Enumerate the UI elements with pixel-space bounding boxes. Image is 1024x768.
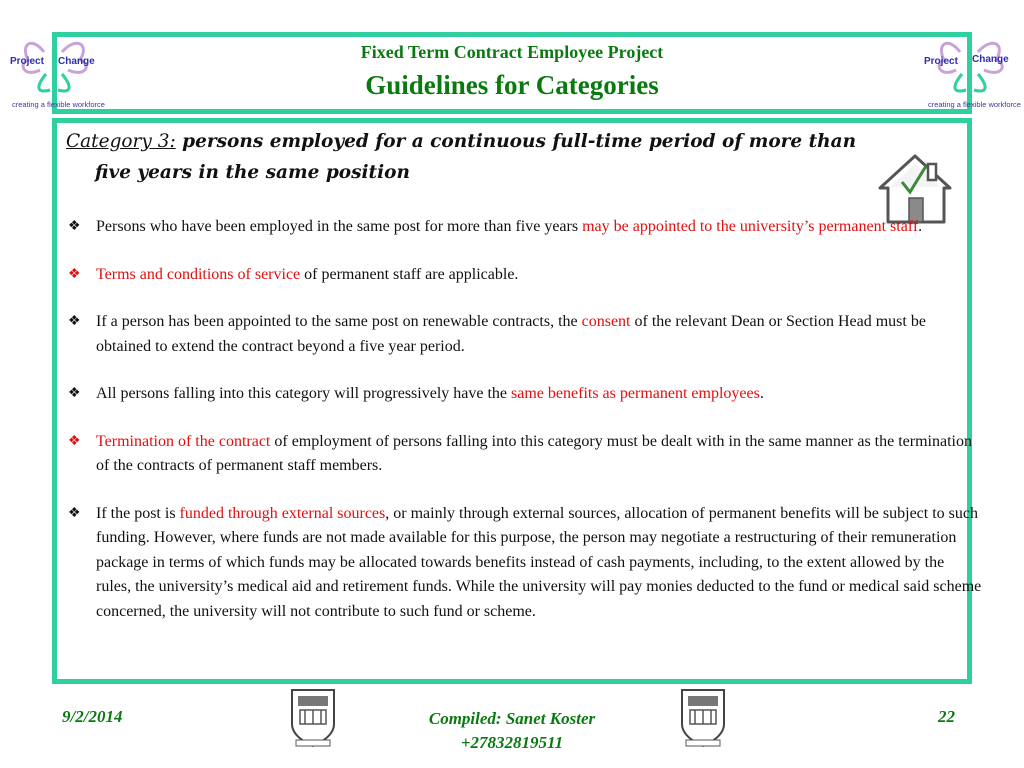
guidelines-list (66, 215, 982, 647)
contact-phone: +27832819511 (460, 733, 564, 752)
bullet-item (66, 263, 982, 288)
bullet-text: Persons who have been employed in the same post for more than five years (96, 218, 583, 235)
bullet-text: If a person has been appointed to the same post on renewable contracts, the (96, 313, 582, 330)
bullet-item (66, 310, 982, 359)
bullet-text: of the relevant Dean or Section Head must be obtained to extend the contract beyond a five year period. (96, 313, 926, 355)
logo-word-project: Project (924, 56, 958, 67)
category-text-line2: five years in the same position (95, 162, 410, 183)
bullet-item (66, 215, 982, 240)
footer-date: 9/2/2014 (62, 707, 123, 726)
bullet-item (66, 382, 982, 407)
university-crest-icon (678, 686, 728, 750)
highlighted-text: funded through external sources (179, 504, 386, 522)
bullet-text: If the post is (96, 504, 180, 522)
page-title: Guidelines for Categories (365, 70, 659, 100)
page-number: 22 (938, 707, 955, 726)
highlighted-text: consent (581, 313, 631, 330)
header-subtitle: Fixed Term Contract Employee Project (360, 42, 664, 62)
category-text-line1: persons employed for a continuous full-time period of more than (175, 131, 857, 152)
bullet-text: . (918, 218, 923, 235)
diamond-bullet-icon: ❖ (68, 266, 81, 282)
diamond-bullet-icon: ❖ (68, 219, 81, 234)
category-label: Category 3: (66, 131, 176, 152)
bullet-text: of employment of persons falling into this category must be dealt with in the same manner as the termination of the contracts of permanent staff members. (96, 432, 972, 474)
footer-compiled (362, 707, 662, 755)
university-crest-icon (288, 686, 338, 750)
category-heading (66, 126, 976, 188)
compiled-by: Compiled: Sanet Koster (428, 709, 596, 728)
diamond-bullet-icon: ❖ (68, 386, 81, 401)
logo-word-change: Change (58, 56, 95, 67)
logo-tagline: creating a flexible workforce (12, 100, 105, 109)
diamond-bullet-icon: ❖ (68, 314, 81, 329)
highlighted-text: same benefits as permanent employees (511, 385, 760, 402)
highlighted-text: may be appointed to the university’s permanent staff (582, 218, 919, 235)
bullet-text: , or mainly through external sources, allocation of permanent benefits will be subject to such funding. However, where funds are not made available for this purpose, the person may negotiate a restructuring of their remuneration package in terms of which funds may be allocated towards benefits instead of cash payments, including, to the extent allowed by the rules, the university’s medical aid and retirement funds. While the university will pay monies deducted to the fund or medical said scheme concerned, the university will not contribute to such fund or scheme. (96, 504, 982, 620)
highlighted-text: Terms and conditions of service (96, 265, 301, 283)
diamond-bullet-icon: ❖ (68, 505, 81, 521)
logo-word-project: Project (10, 56, 44, 67)
diamond-bullet-icon: ❖ (68, 433, 81, 449)
bullet-item (66, 430, 982, 479)
bullet-item (66, 502, 982, 625)
bullet-text: of permanent staff are applicable. (300, 265, 519, 283)
bullet-text: . (759, 385, 764, 402)
logo-tagline: creating a flexible workforce (928, 100, 1021, 109)
logo-word-change: Change (972, 54, 1009, 65)
highlighted-text: Termination of the contract (96, 432, 271, 450)
bullet-text: All persons falling into this category will progressively have the (96, 385, 512, 402)
